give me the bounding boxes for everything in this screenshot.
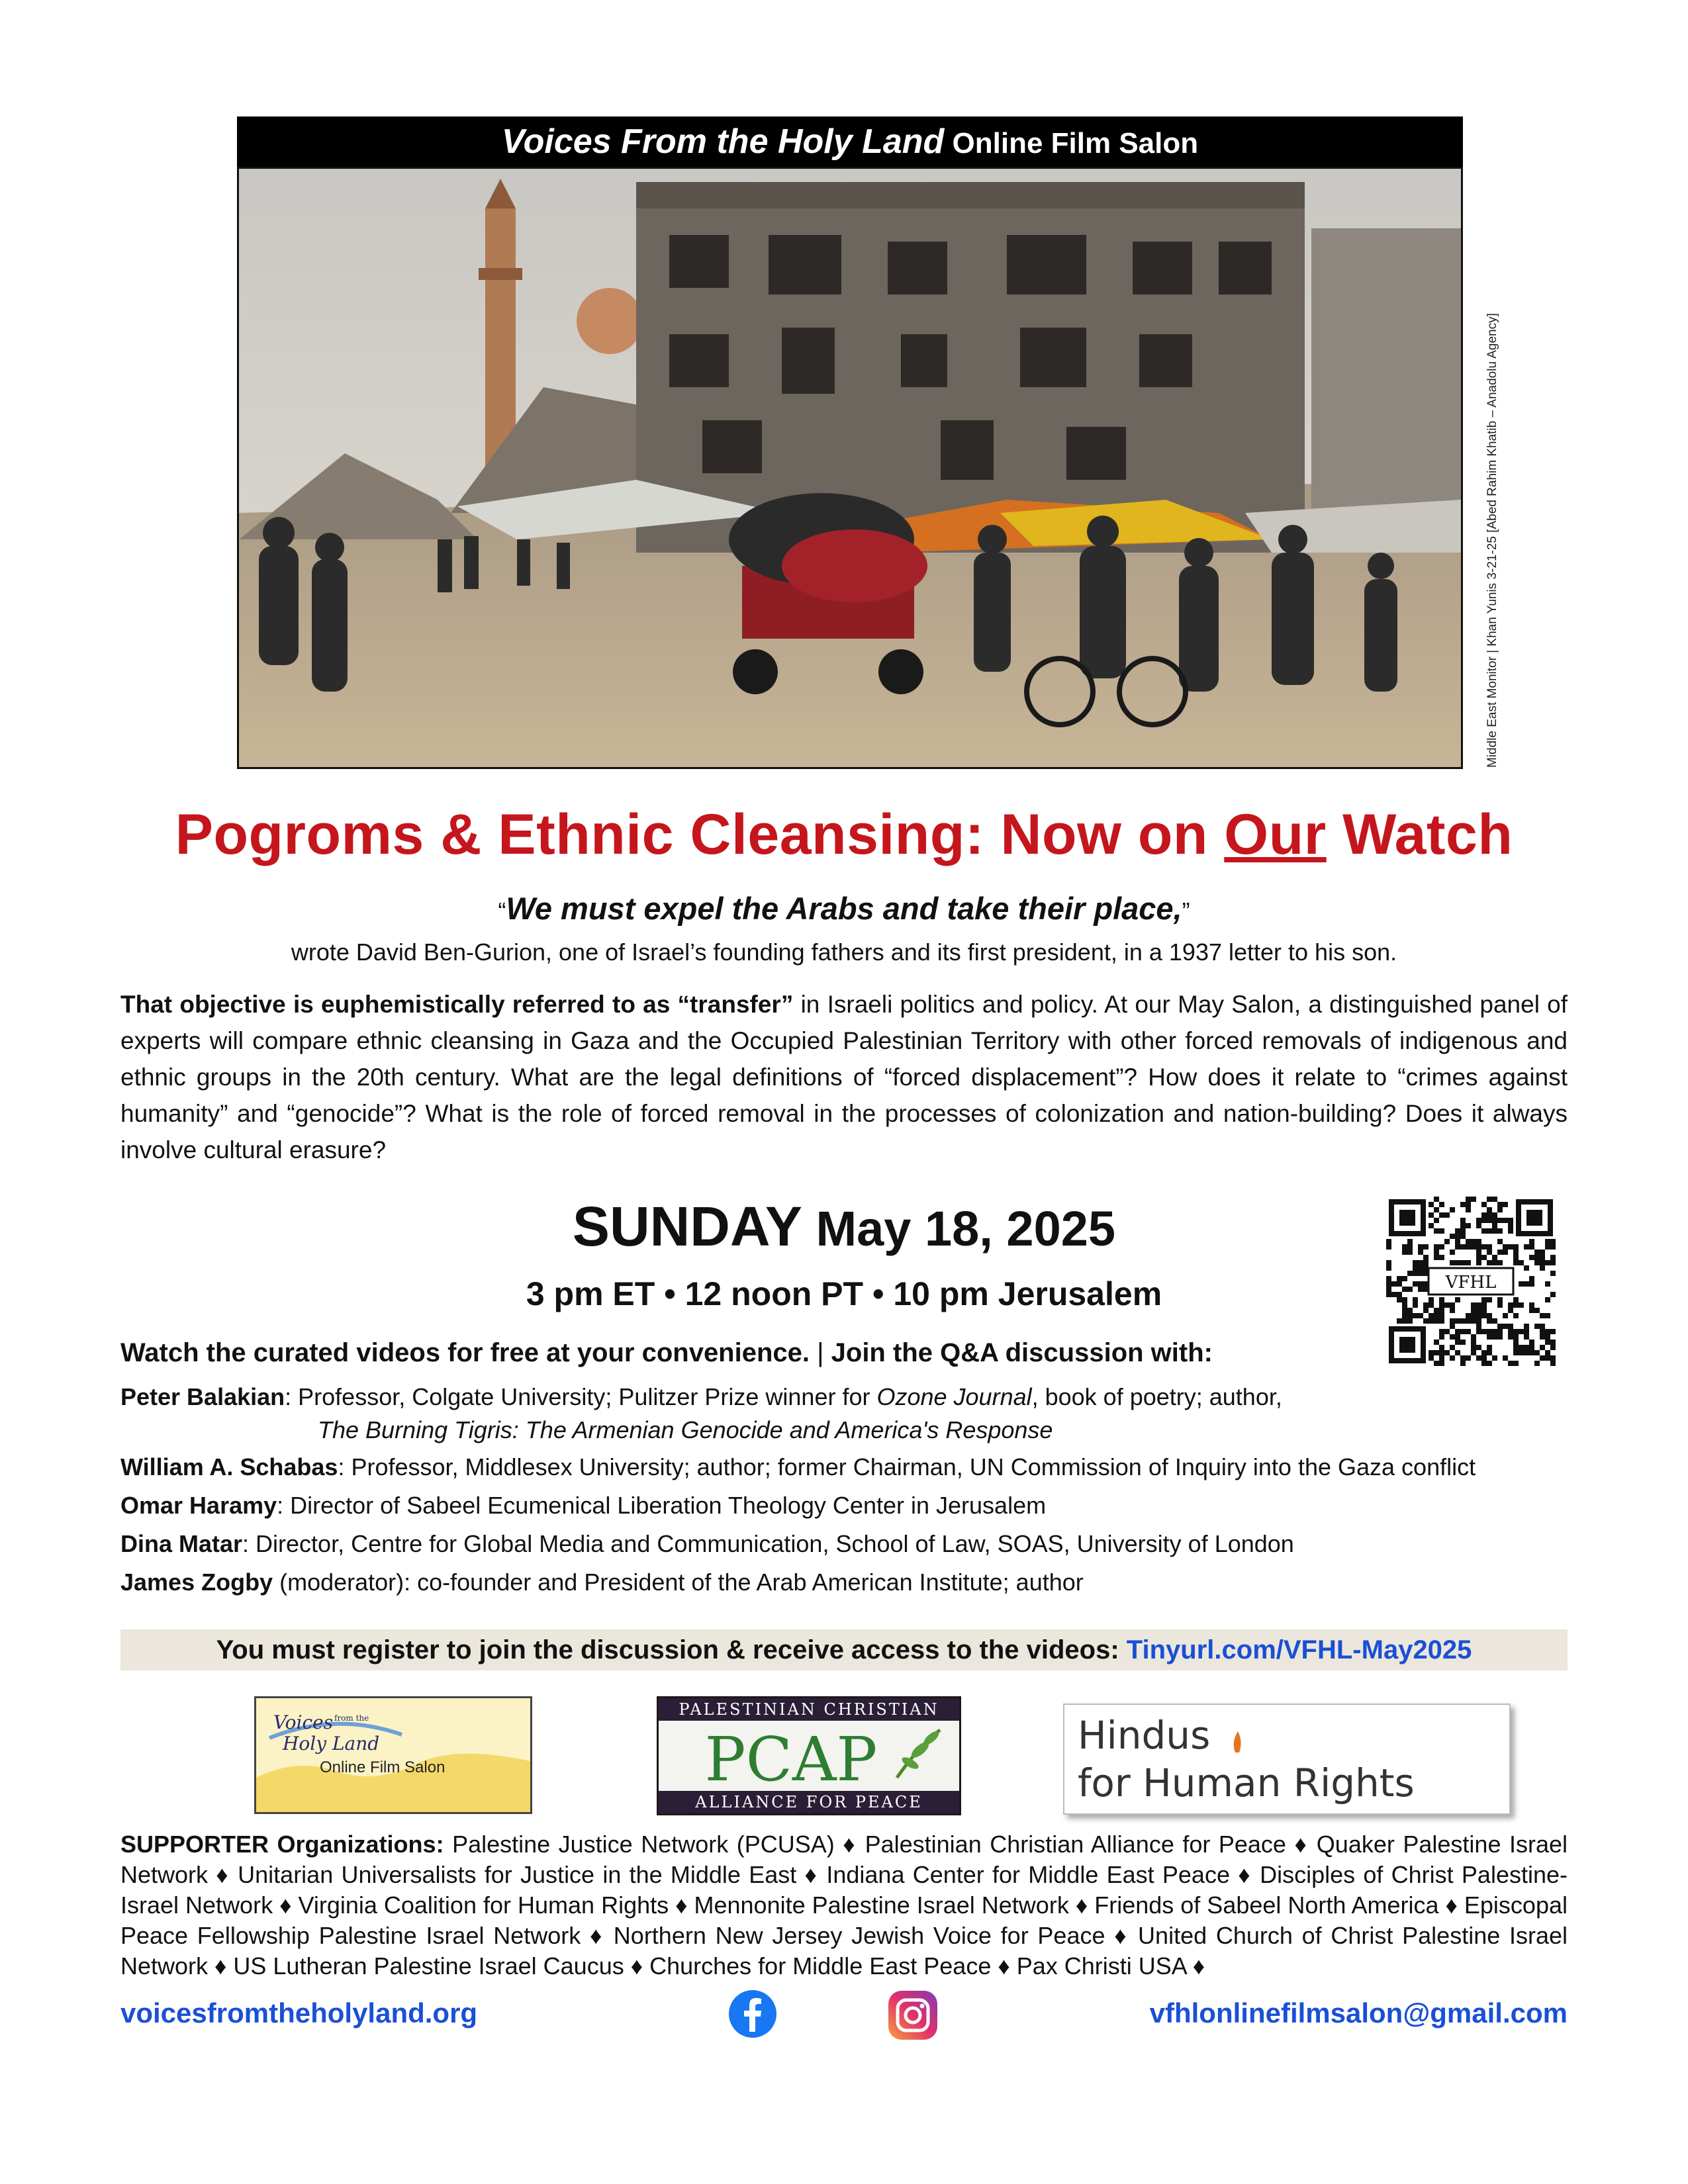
- pcap-logo: [657, 1696, 961, 1815]
- website-link[interactable]: voicesfromtheholyland.org: [120, 1997, 478, 2028]
- photo-credit-text: Middle East Monitor | Khan Yunis 3-21-25 [Abed Rahim Khatib – Anadolu Agency]: [1485, 313, 1499, 768]
- pcap-bottom-text: ALLIANCE FOR PEACE: [695, 1793, 923, 1811]
- register-link[interactable]: Tinyurl.com/VFHL-May2025: [1126, 1635, 1472, 1664]
- quote: [0, 890, 1688, 927]
- panelist-desc: : Director, Centre for Global Media and Communication, School of Law, SOAS, University of London: [242, 1530, 1294, 1557]
- pcap-logo-graphic: [659, 1698, 959, 1813]
- description-rest: in Israeli politics and policy. At our May Salon, a distinguished panel of experts will compare ethnic cleansing in Gaza and the Occupied Palestinian Territory with other forced removals of indigenous and ethnic groups in the 20th century. What are the legal definitions of “forced displacement”? How does it relate to “crimes against humanity” and “genocide”? What is the role of forced removal in the processes of colonization and nation-building? Does it always involve cultural erasure?: [120, 991, 1568, 1163]
- event-headline: [0, 802, 1688, 868]
- watch-part1: Watch the curated videos for free at your convenience.: [120, 1338, 810, 1367]
- hfhr-line1: Hindus: [1078, 1713, 1211, 1758]
- panelist-book-title: Ozone Journal: [876, 1383, 1032, 1410]
- pcap-mid-text: PCAP: [704, 1724, 878, 1795]
- supporters-label: SUPPORTER Organizations:: [120, 1831, 444, 1858]
- hindus-for-human-rights-logo: [1063, 1704, 1511, 1815]
- panelist-omar-haramy: [120, 1492, 1046, 1520]
- panelist-name: William A. Schabas: [120, 1453, 338, 1480]
- hfhr-line2: for Human Rights: [1078, 1760, 1415, 1805]
- salon-banner: [237, 116, 1463, 167]
- register-bar: [120, 1629, 1568, 1670]
- watch-separator: |: [810, 1338, 831, 1367]
- event-day: SUNDAY: [572, 1195, 802, 1257]
- panelist-name: Peter Balakian: [120, 1383, 285, 1410]
- headline-post: Watch: [1326, 803, 1513, 866]
- quote-open-mark: “: [498, 897, 506, 925]
- panelist-peter-balakian: [120, 1383, 1282, 1411]
- email-link[interactable]: vfhlonlinefilmsalon@gmail.com: [1149, 1997, 1568, 2028]
- panelist-desc: (moderator): co-founder and President of the Arab American Institute; author: [273, 1569, 1084, 1596]
- panelist-name: Omar Haramy: [120, 1492, 277, 1519]
- panelist-dina-matar: [120, 1530, 1294, 1558]
- supporter-organizations: [120, 1829, 1568, 1981]
- street-scene-illustration: [239, 169, 1461, 767]
- panelist-desc: : Professor, Colgate University; Pulitzer Prize winner for: [285, 1383, 877, 1410]
- vfhl-logo-small: from the: [334, 1713, 369, 1723]
- vfhl-logo-graphic: [256, 1698, 530, 1812]
- panelist-name: James Zogby: [120, 1569, 273, 1596]
- panelist-desc: : Professor, Middlesex University; author; former Chairman, UN Commission of Inquiry into the Gaza conflict: [338, 1453, 1476, 1480]
- panelist-name: Dina Matar: [120, 1530, 243, 1557]
- quote-attribution: wrote David Ben-Gurion, one of Israel’s founding fathers and its first president, in a 1937 letter to his son.: [291, 938, 1397, 966]
- panelist-book-line: The Burning Tigris: The Armenian Genocide and America's Response: [318, 1416, 1053, 1443]
- panelist-desc: : Director of Sabeel Ecumenical Liberation Theology Center in Jerusalem: [277, 1492, 1047, 1519]
- headline-pre: Pogroms & Ethnic Cleansing: Now on: [175, 803, 1225, 866]
- quote-close-mark: ”: [1182, 897, 1190, 925]
- street-photo: [237, 167, 1463, 769]
- event-date-text: May 18, 2025: [816, 1201, 1116, 1256]
- event-description: [120, 986, 1568, 1168]
- instagram-icon[interactable]: [887, 1989, 939, 2041]
- headline-underlined: Our: [1224, 803, 1327, 866]
- qr-center-label: VFHL: [1445, 1273, 1497, 1293]
- vfhl-logo-line3: Online Film Salon: [320, 1758, 445, 1776]
- qr-code[interactable]: [1386, 1197, 1556, 1366]
- vfhl-logo-line1: Voices: [273, 1711, 334, 1733]
- watch-part2: Join the Q&A discussion with:: [831, 1338, 1213, 1367]
- vfhl-logo-line2: Holy Land: [283, 1733, 380, 1754]
- salon-name: Voices From the Holy Land: [501, 122, 945, 161]
- event-times: 3 pm ET • 12 noon PT • 10 pm Jerusalem: [526, 1275, 1162, 1312]
- instagram-icon-graphic: [887, 1989, 939, 2041]
- qr-code-graphic: [1386, 1197, 1556, 1366]
- hfhr-logo-graphic: [1064, 1705, 1509, 1813]
- watch-line: [120, 1338, 1378, 1368]
- salon-subtitle: Online Film Salon: [952, 127, 1199, 159]
- description-bold: That objective is euphemistically referred to as “transfer”: [120, 991, 794, 1018]
- panelist-william-schabas: [120, 1453, 1476, 1481]
- panelist-james-zogby: [120, 1569, 1084, 1596]
- photo-credit: [1471, 218, 1500, 768]
- quote-text: We must expel the Arabs and take their place,: [506, 891, 1182, 926]
- pcap-top-text: PALESTINIAN CHRISTIAN: [679, 1700, 939, 1719]
- register-text: You must register to join the discussion & receive access to the videos:: [216, 1635, 1127, 1664]
- facebook-icon[interactable]: [728, 1989, 777, 2038]
- vfhl-logo: [254, 1696, 532, 1814]
- supporters-list: Palestine Justice Network (PCUSA) ♦ Palestinian Christian Alliance for Peace ♦ Quaker Palestine Israel Network ♦ Unitarian Universalists for Justice in the Middle East ♦ Indiana Center for Middle East Peace ♦ Disciples of Christ Palestine-Israel Network ♦ Virginia Coalition for Human Rights ♦ Mennonite Palestine Israel Network ♦ Friends of Sabeel North America ♦ Episcopal Peace Fellowship Palestine Israel Network ♦ Northern New Jersey Jewish Voice for Peace ♦ United Church of Christ Palestine Israel Network ♦ US Lutheran Palestine Israel Caucus ♦ Churches for Middle East Peace ♦ Pax Christi USA ♦: [120, 1831, 1568, 1979]
- facebook-icon-graphic: [728, 1989, 777, 2038]
- panelist-desc-post: , book of poetry; author,: [1031, 1383, 1282, 1410]
